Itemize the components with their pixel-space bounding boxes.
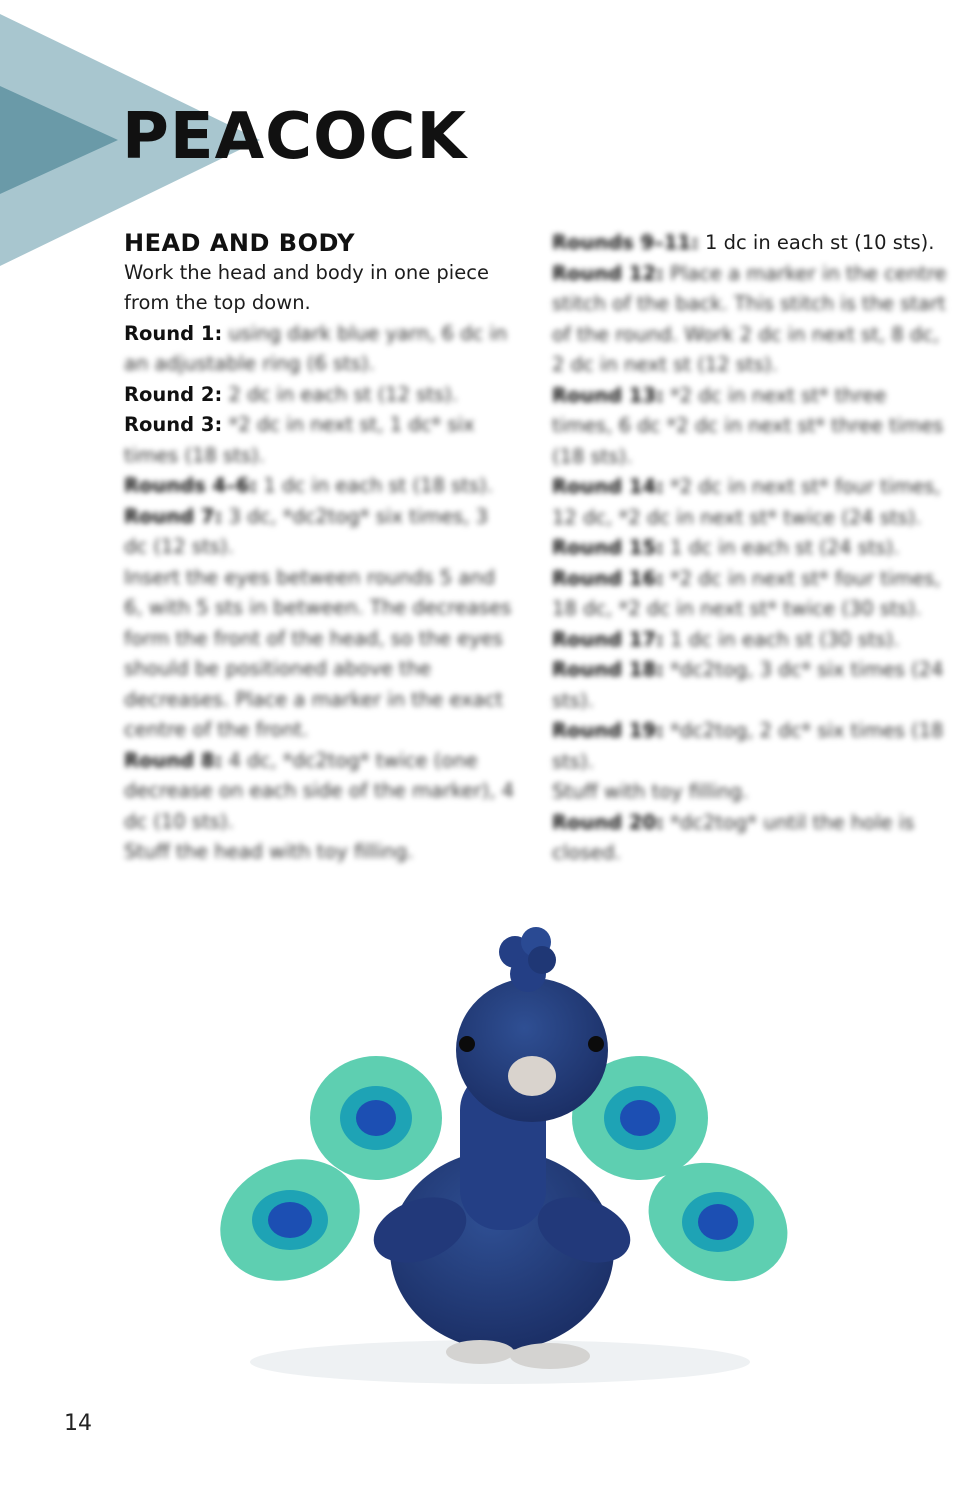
instruction-step (552, 564, 952, 625)
instruction-step (552, 716, 952, 777)
instruction-step (552, 533, 952, 564)
step-text: *dc2tog* until the hole is closed. (552, 810, 915, 864)
step-text: *2 dc in next st* three times, 6 dc *2 dc in next st* three times (18 sts). (552, 383, 944, 468)
step-text: 1 dc in each st (10 sts). (698, 231, 935, 254)
section-heading: HEAD AND BODY (124, 229, 356, 257)
step-label: Round 2: (124, 382, 223, 406)
instruction-step (552, 228, 952, 259)
page-title: PEACOCK (122, 100, 468, 174)
instruction-note: Stuff with toy filling. (552, 780, 749, 803)
instruction-step (124, 410, 516, 471)
step-text: *2 dc in next st* four times, 12 dc, *2 dc in next st* twice (24 sts). (552, 475, 941, 529)
step-label: Round 3: (124, 413, 223, 436)
step-label: Round 17: (552, 627, 664, 651)
step-text: 2 dc in each st (12 sts). (222, 382, 458, 406)
instruction-step (552, 808, 952, 869)
section-intro: Work the head and body in one piece from the top down. (124, 260, 489, 314)
instruction-step (124, 319, 516, 380)
page-number: 14 (64, 1411, 92, 1436)
instruction-step (124, 746, 516, 838)
step-text: 3 dc, *dc2tog* six times, 3 dc (12 sts). (124, 504, 489, 558)
step-text: *dc2tog, 2 dc* six times (18 sts). (552, 719, 944, 773)
step-label: Rounds 4–6: (124, 474, 258, 497)
step-text: *dc2tog, 3 dc* six times (24 sts). (552, 658, 944, 712)
step-text: *2 dc in next st, 1 dc* six times (18 sts). (124, 413, 475, 467)
instruction-note: Insert the eyes between rounds 5 and 6, with 5 sts in between. The decreases form the front of the head, so the eyes should be positioned above the decreases. Place a marker in the exact centre of the front. (124, 565, 512, 741)
step-label: Round 15: (552, 536, 664, 559)
step-text: Place a marker in the centre stitch of the back. This stitch is the start of the round. Work 2 dc in next st, 8 dc, 2 dc in next st (12 sts). (552, 261, 947, 376)
right-column (552, 228, 952, 869)
step-label: Rounds 9–11: (552, 231, 699, 254)
instruction-note: Stuff the head with toy filling. (124, 840, 414, 863)
step-label: Round 8: (124, 748, 223, 772)
instruction-step (552, 625, 952, 656)
step-label: Round 1: (124, 321, 223, 345)
step-text: 1 dc in each st (30 sts). (663, 627, 900, 651)
step-text: 1 dc in each st (18 sts). (257, 474, 493, 497)
step-text: 1 dc in each st (24 sts). (663, 536, 900, 559)
step-label: Round 19: (552, 719, 664, 742)
step-text: using dark blue yarn, 6 dc in an adjustable ring (6 sts). (124, 321, 508, 375)
instruction-step (552, 655, 952, 716)
left-column (124, 228, 516, 868)
step-label: Round 7: (124, 504, 223, 528)
step-label: Round 18: (552, 658, 664, 681)
instruction-step (552, 381, 952, 473)
step-label: Round 13: (552, 383, 664, 407)
step-label: Round 20: (552, 810, 664, 834)
step-text: *2 dc in next st* four times, 18 dc, *2 dc in next st* twice (30 sts). (552, 566, 941, 620)
instruction-step (124, 502, 516, 563)
instruction-step (124, 380, 516, 411)
step-text: 4 dc, *dc2tog* twice (one decrease on each side of the marker), 4 dc (10 sts). (124, 748, 515, 833)
instruction-step (552, 259, 952, 381)
step-label: Round 12: (552, 261, 664, 285)
peacock-amigurumi-photo (180, 900, 820, 1420)
instruction-step (552, 472, 952, 533)
step-label: Round 16: (552, 566, 664, 590)
instruction-step (124, 471, 516, 502)
step-label: Round 14: (552, 475, 664, 498)
